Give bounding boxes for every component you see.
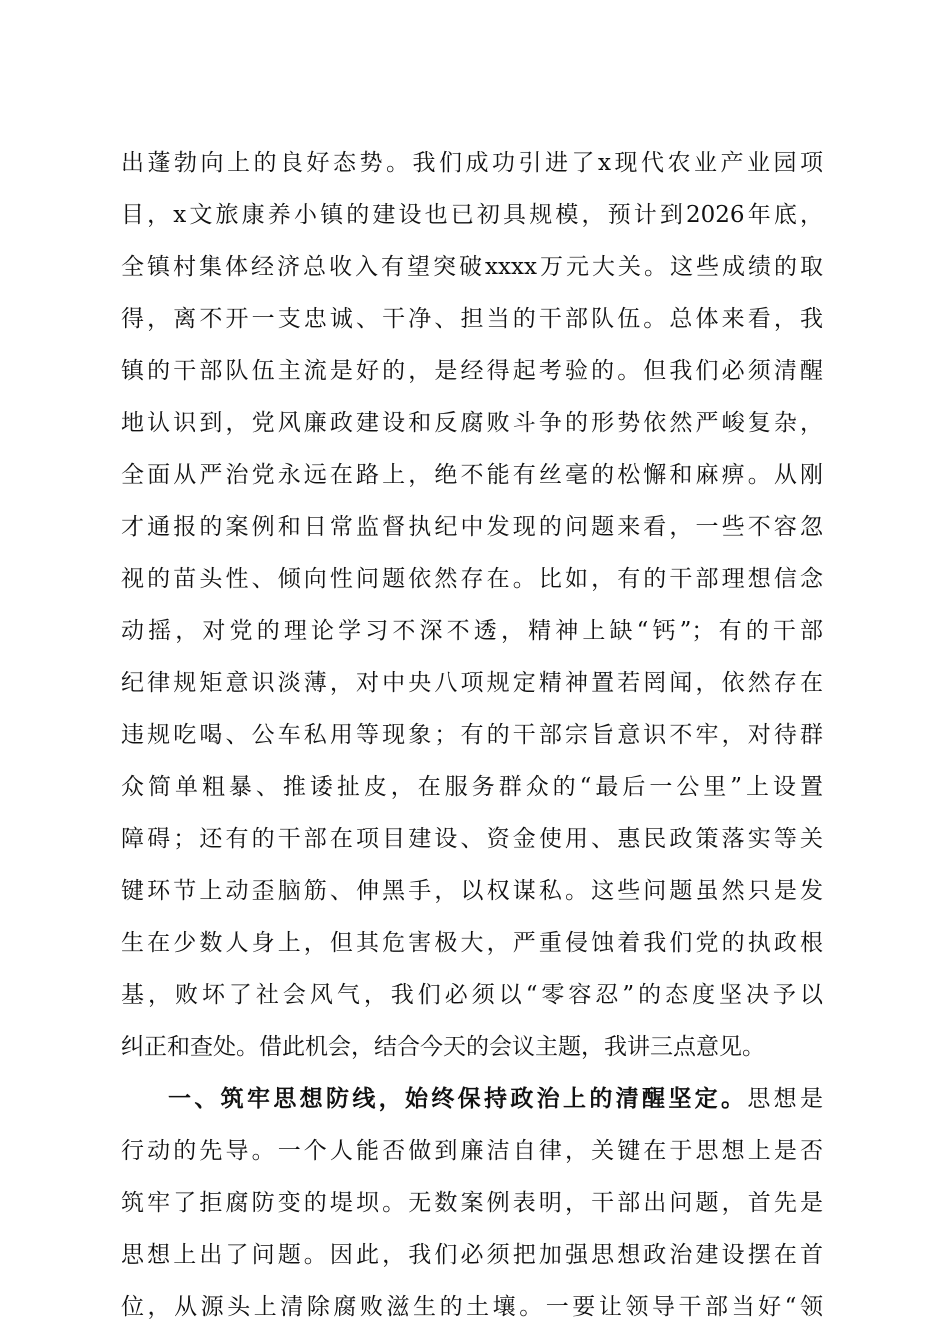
text-line: 地认识到，党风廉政建设和反腐败斗争的形势依然严峻复杂，: [121, 410, 823, 436]
text-line: 镇的干部队伍主流是好的，是经得起考验的。但我们必须清醒: [121, 358, 823, 384]
text-line: 动摇，对党的理论学习不深不透，精神上缺“钙”；有的干部: [121, 618, 823, 644]
text-line: 出蓬勃向上的良好态势。我们成功引进了x现代农业产业园项: [121, 150, 823, 176]
text-line: 违规吃喝、公车私用等现象；有的干部宗旨意识不牢，对待群: [121, 722, 823, 748]
paragraph-last-line: 纠正和查处。借此机会，结合今天的会议主题，我讲三点意见。: [121, 1034, 765, 1060]
text-line: 位，从源头上清除腐败滋生的土壤。一要让领导干部当好“领: [121, 1294, 823, 1320]
text-line: 全面从严治党永远在路上，绝不能有丝毫的松懈和麻痹。从刚: [121, 462, 823, 488]
text-line: 障碍；还有的干部在项目建设、资金使用、惠民政策落实等关: [121, 826, 823, 852]
text-line: 行动的先导。一个人能否做到廉洁自律，关键在于思想上是否: [121, 1138, 823, 1164]
text-line: 视的苗头性、倾向性问题依然存在。比如，有的干部理想信念: [121, 566, 823, 592]
text-line: 筑牢了拒腐防变的堤坝。无数案例表明，干部出问题，首先是: [121, 1190, 823, 1216]
text-line: 生在少数人身上，但其危害极大，严重侵蚀着我们党的执政根: [121, 930, 823, 956]
text-line: 键环节上动歪脑筋、伸黑手，以权谋私。这些问题虽然只是发: [121, 878, 823, 904]
text-line: 纪律规矩意识淡薄，对中央八项规定精神置若罔闻，依然存在: [121, 670, 823, 696]
section-heading-continuation: 思想是: [747, 1086, 824, 1112]
text-line: 基，败坏了社会风气，我们必须以“零容忍”的态度坚决予以: [121, 982, 823, 1008]
text-line: 目，x文旅康养小镇的建设也已初具规模，预计到2026年底，: [121, 202, 823, 228]
text-line: 全镇村集体经济总收入有望突破xxxx万元大关。这些成绩的取: [121, 254, 823, 280]
text-line: 众简单粗暴、推诿扯皮，在服务群众的“最后一公里”上设置: [121, 774, 823, 800]
text-line: 思想上出了问题。因此，我们必须把加强思想政治建设摆在首: [121, 1242, 823, 1268]
body-text: [121, 137, 823, 1333]
text-line: 得，离不开一支忠诚、干净、担当的干部队伍。总体来看，我: [121, 306, 823, 332]
text-line: 才通报的案例和日常监督执纪中发现的问题来看，一些不容忽: [121, 514, 823, 540]
section-heading: 一、筑牢思想防线，始终保持政治上的清醒坚定。: [168, 1085, 748, 1112]
section-heading-line: [121, 1073, 823, 1125]
